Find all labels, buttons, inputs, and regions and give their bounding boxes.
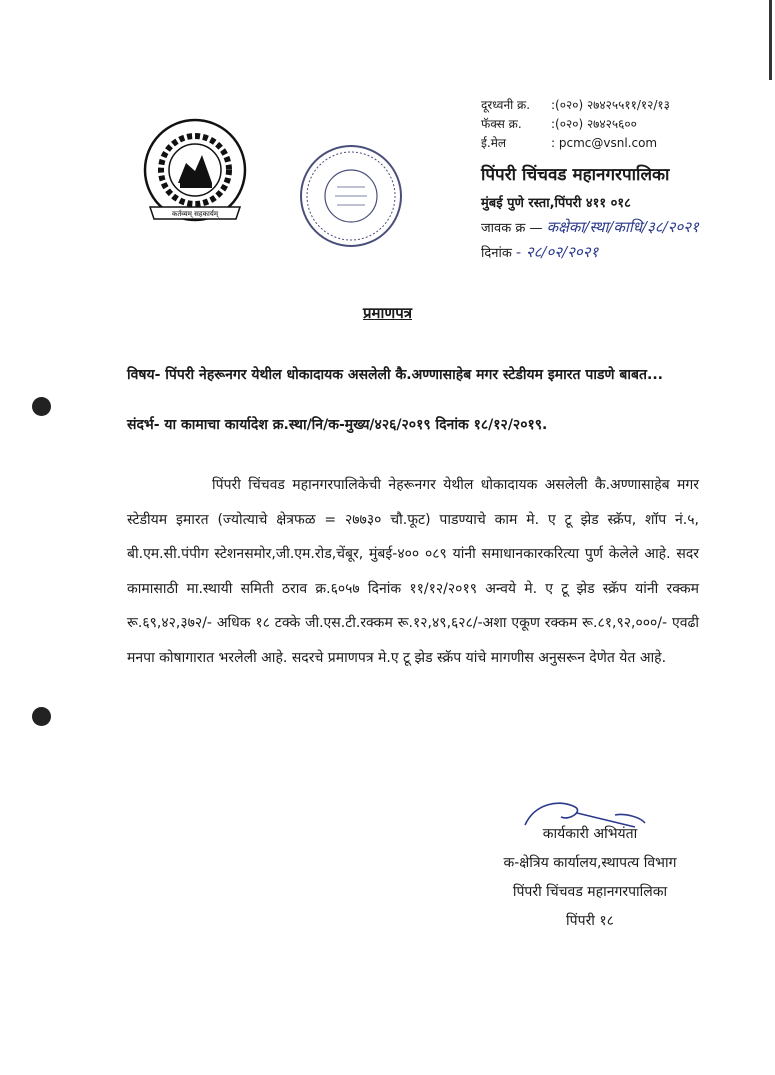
email-label: ई.मेल — [481, 136, 507, 150]
logo-motto: कर्तव्यम् सहकार्यम् — [171, 210, 219, 218]
signatory-designation: कार्यकारी अभियंता — [542, 826, 638, 842]
title-text: प्रमाणपत्र — [362, 304, 413, 322]
office-seal — [297, 143, 405, 249]
email-row — [481, 134, 670, 153]
reference-line: संदर्भ- या कामाचा कार्यादेश क्र.स्था/नि/क-मुख्य/४२६/२०१९ दिनांक १८/१२/२०१९. — [127, 417, 548, 433]
punch-hole — [32, 707, 51, 726]
org-name: पिंपरी चिंचवड महानगरपालिका — [481, 165, 670, 185]
fax-label: फॅक्स क्र. — [481, 117, 522, 131]
org-address: मुंबई पुणे रस्ता,पिंपरी ४११ ०१८ — [481, 196, 631, 211]
phone-value: :(०२०) २७४२५५११/१२/१३ — [551, 98, 670, 112]
signatory-office: क-क्षेत्रिय कार्यालय,स्थापत्य विभाग — [503, 855, 677, 871]
punch-hole — [32, 397, 51, 416]
outward-number — [481, 217, 699, 237]
email-value: : pcmc@vsnl.com — [551, 136, 658, 150]
scan-edge-line — [769, 0, 772, 80]
date-value: - २८/०२/२०२१ — [515, 243, 599, 261]
fax-value: :(०२०) २७४२५६०० — [551, 117, 637, 131]
document-title — [0, 303, 775, 323]
phone-label: दूरध्वनी क्र. — [481, 98, 531, 112]
signatory-block — [440, 820, 740, 936]
certificate-body: पिंपरी चिंचवड महानगरपालिकेची नेहरूनगर येथील धोकादायक असलेली कै.अण्णासाहेब मगर स्टेडीयम इमारत (ज्योत्याचे क्षेत्रफळ = २७७३० चौ.फूट) पाडण्याचे काम मे. ए टू झेड स्क्रॅप, शॉप नं.५, बी.एम.सी.पंपीग स्टेशनसमोर,जी.एम.रोड,चेंबूर, मुंबई-४०० ०८९ यांनी समाधानकारकरित्या पुर्ण केलेले आहे. सदर कामासाठी मा.स्थायी समिती ठराव क्र.६०५७ दिनांक ११/१२/२०१९ अन्वये मे. ए टू झेड स्क्रॅप यांनी रक्कम रू.६९,४२,३७२/- अधिक १८ टक्के जी.एस.टी.रक्कम रू.१२,४९,६२८/-अशा एकूण रक्कम रू.८१,९२,०००/- एवढी मनपा कोषागारात भरलेली आहे. सदरचे प्रमाणपत्र मे.ए टू झेड स्क्रॅप यांचे मागणीस अनुसरून देणेत येत आहे. — [127, 477, 699, 666]
subject-line: विषय- पिंपरी नेहरूनगर येथील धोकादायक असलेली कै.अण्णासाहेब मगर स्टेडीयम इमारत पाडणे बाबत... — [127, 367, 663, 383]
outward-value: कक्षेका/स्था/काधि/३८/२०२१ — [546, 218, 699, 236]
signatory-place: पिंपरी १८ — [566, 913, 614, 929]
signatory-org: पिंपरी चिंचवड महानगरपालिका — [512, 884, 668, 900]
fax-row — [481, 115, 670, 134]
pcmc-logo — [138, 115, 252, 235]
outward-label: जावक क्र — — [481, 221, 543, 236]
contact-block — [481, 96, 670, 153]
date-label: दिनांक — [481, 246, 512, 261]
phone-row — [481, 96, 670, 115]
letter-date — [481, 242, 598, 262]
